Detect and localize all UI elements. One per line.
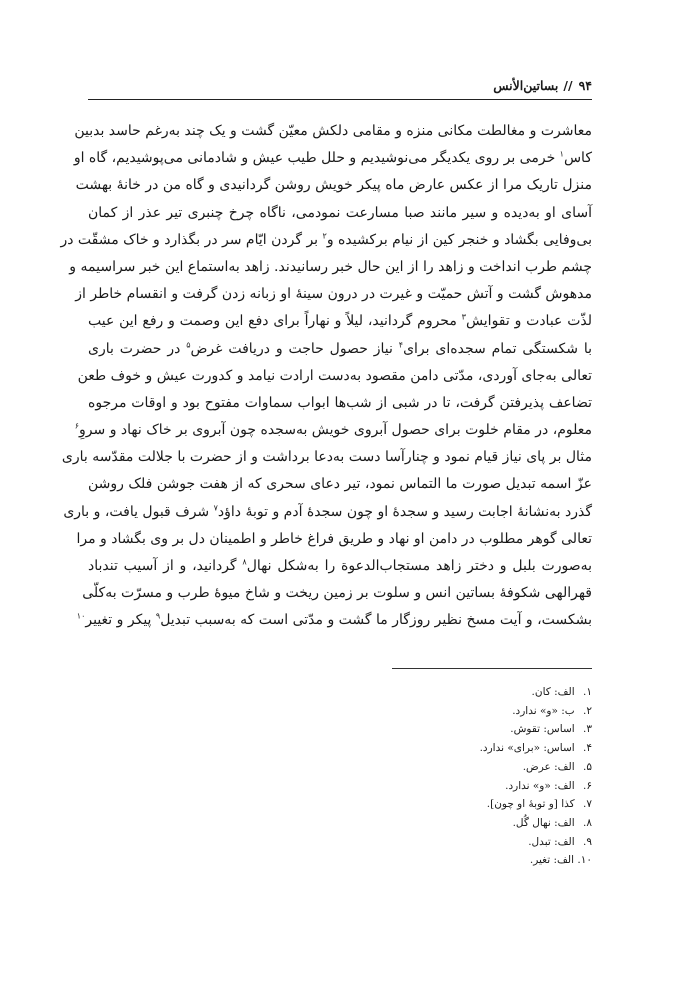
text-line: [61, 444, 592, 471]
footnote-number: ۲.: [583, 704, 592, 717]
text-segment: آسای او به‌دیده و سیر مانند صبا مسارعت نمودمی، ناگاه چرخ چنبری تیر عذر از کمان: [88, 204, 592, 221]
footnote-text: اساس: تقوش.: [510, 723, 578, 736]
footnote-number: ۹.: [583, 835, 592, 848]
footnote-marker: ۷: [213, 502, 218, 512]
footnote-number: ۱۰.: [577, 854, 592, 867]
text-segment: نیاز حصول حاجت و دریافت غرض: [190, 340, 399, 357]
footnote-text: الف: نهال گُل.: [512, 816, 578, 829]
text-segment: معلوم، در مقام خلوت برای حصول آبروی خویش به‌سجده چون آبروی بر خاک نهاد و سروِ: [79, 422, 592, 439]
text-line: [77, 363, 592, 390]
text-line: [74, 118, 592, 145]
text-segment: کاس: [563, 150, 592, 167]
footnotes: [292, 683, 592, 870]
footnote-text: کذا [و توبهٔ او چون].: [486, 798, 578, 811]
footnote-text: الف: «و» ندارد.: [505, 779, 578, 792]
footnote-marker: ۳: [461, 312, 466, 322]
footnote-number: ۶.: [583, 779, 592, 792]
text-line: [69, 254, 592, 281]
text-segment: گذرد به‌نشانهٔ اجابت رسید و سجدهٔ او چون سجدهٔ آدم و توبهٔ داؤد: [217, 503, 592, 520]
text-line: [88, 471, 592, 498]
text-line: [73, 145, 592, 172]
footnote-text: اساس: «برای» ندارد.: [479, 742, 578, 755]
footnote-number: ۱.: [583, 686, 592, 698]
footnote-marker: ۴: [398, 339, 404, 349]
main-text: [60, 118, 593, 635]
footnote-item: [292, 814, 592, 833]
footnote-number: ۳.: [583, 723, 592, 736]
footnote-marker: ۱۰: [76, 611, 86, 621]
text-line: [88, 308, 592, 335]
text-line: [82, 580, 592, 607]
text-segment: پیکر و تغییر: [85, 612, 156, 629]
footnote-item: [292, 702, 592, 721]
text-segment: بی‌وفایی بگشاد و خنجر کین از نیام برکشیده و: [326, 231, 592, 248]
text-segment: بر گردن ایّام سر در بگذارد و خاک مشقّت در: [60, 231, 323, 248]
text-segment: تعالی گوهر مطلوب در دامن او نهاد و طریق فراغ خاطر و اطمینان دل بر وی بگشاد و مرا: [76, 530, 592, 547]
footnote-text: الف: تغیر.: [529, 854, 578, 867]
footnote-text: الف: تبدل.: [528, 835, 578, 848]
text-line: [63, 499, 592, 526]
text-segment: به‌صورت بلبل و دختر زاهد مستجاب‌الدعوة را به‌شکل نهال: [246, 558, 593, 574]
book-title: بساتین‌الأنس: [493, 78, 559, 93]
footnote-item: [292, 795, 592, 814]
text-segment: با شکستگی تمام سجده‌ای برای: [403, 340, 592, 357]
text-segment: محروم گردانید، لیلاً و نهاراً برای دفع این وصمت و رفع این عیب: [88, 313, 462, 330]
text-line: [76, 526, 592, 553]
text-segment: خرمی بر روی یکدیگر می‌نوشیدیم و حلل طیب عیش و شادمانی می‌پوشیدیم، گاه او: [73, 150, 560, 167]
text-segment: شرف قبول یافت، و باری: [63, 503, 214, 520]
text-segment: تضاعف پذیرفتن گرفت، تا در شبی از شب‌ها ابواب سماوات مفتوح بود و اوقات مرجوه: [88, 394, 592, 411]
text-line: [88, 200, 592, 227]
footnote-number: ۴.: [583, 742, 592, 755]
text-segment: چشم طرب انداخت و زاهد را از این حال خبر رسانیدند. زاهد به‌استماع این خبر سراسیمه و: [69, 258, 592, 275]
footnote-marker: ۶: [74, 421, 80, 431]
footnote-marker: ۱: [559, 149, 564, 159]
text-line: [74, 417, 592, 444]
footnote-text: الف: کان.: [531, 686, 578, 698]
footnote-number: ۷.: [583, 798, 592, 811]
footnote-item: [292, 683, 592, 702]
text-segment: گردانید، و از آسیب تندباد: [88, 558, 243, 574]
footnote-item: [292, 720, 592, 739]
text-segment: بشکست، و آیت مسخ نظیر روزگار ما گشت و مدّتی است که به‌سبب تبدیل: [160, 612, 592, 629]
text-segment: معاشرت و مغالطت مکانی منزه و مقامی دلکش معیّن گشت و یک چند به‌رغم حاسد بدبین: [74, 123, 592, 139]
text-line: [75, 172, 592, 199]
text-line: [88, 553, 592, 580]
text-line: [88, 390, 592, 417]
text-segment: قهرالهی شکوفهٔ بساتین انس و سلوت بر زمین ریخت و شاخ میوهٔ طرب و مسرّت به‌کلّی: [82, 585, 592, 602]
footnote-text: ب: «و» ندارد.: [512, 704, 578, 717]
text-line: [60, 227, 592, 254]
footnote-marker: ۹: [155, 611, 161, 621]
footnote-item: [292, 739, 592, 758]
footnote-marker: ۲: [322, 231, 327, 241]
footnote-item: [292, 851, 592, 870]
footnote-marker: ۸: [242, 557, 247, 567]
header-separator: //: [563, 78, 573, 93]
footnote-marker: ۵: [186, 339, 191, 349]
text-segment: تعالی به‌جای آوردی، مدّتی دامن مقصود به‌دست ارادت نیامد و کدورت عیش و خوف طعن: [77, 367, 592, 384]
text-segment: مدهوش گشت و آتش حمیّت و غیرت در درون سینهٔ او زبانه زدن گرفت و انقسام خاطر از: [75, 286, 592, 303]
text-line: [75, 281, 592, 308]
running-header: [88, 78, 592, 93]
footnote-item: [292, 777, 592, 796]
text-line: [88, 336, 592, 363]
text-segment: مثال بر پای نیاز قیام نمود و چنارآسا دست به‌دعا برداشت و از حضرت با جلالت مقدّسه باری: [61, 449, 592, 466]
footnote-item: [292, 833, 592, 852]
header-rule: [88, 99, 592, 100]
text-segment: لذّت عبادت و تقوایش: [465, 313, 592, 330]
footnote-rule: [392, 668, 592, 669]
footnote-item: [292, 758, 592, 777]
text-segment: عزّ اسمه تبدیل صورت ما التماس نمود، تیر دعای سحری که از هفت جوشن فلک روشن: [88, 476, 592, 493]
text-segment: در حضرت باری: [88, 340, 187, 357]
page-number: ۹۴: [578, 78, 592, 93]
footnote-number: ۸.: [583, 816, 592, 829]
footnote-number: ۵.: [583, 760, 592, 773]
footnote-text: الف: عرض.: [522, 760, 578, 773]
text-line: [76, 607, 592, 634]
text-segment: منزل تاریک مرا از عکس عارض ماه پیکر خویش روشن گردانیدی و گاه من در خانهٔ بهشت: [75, 177, 592, 194]
